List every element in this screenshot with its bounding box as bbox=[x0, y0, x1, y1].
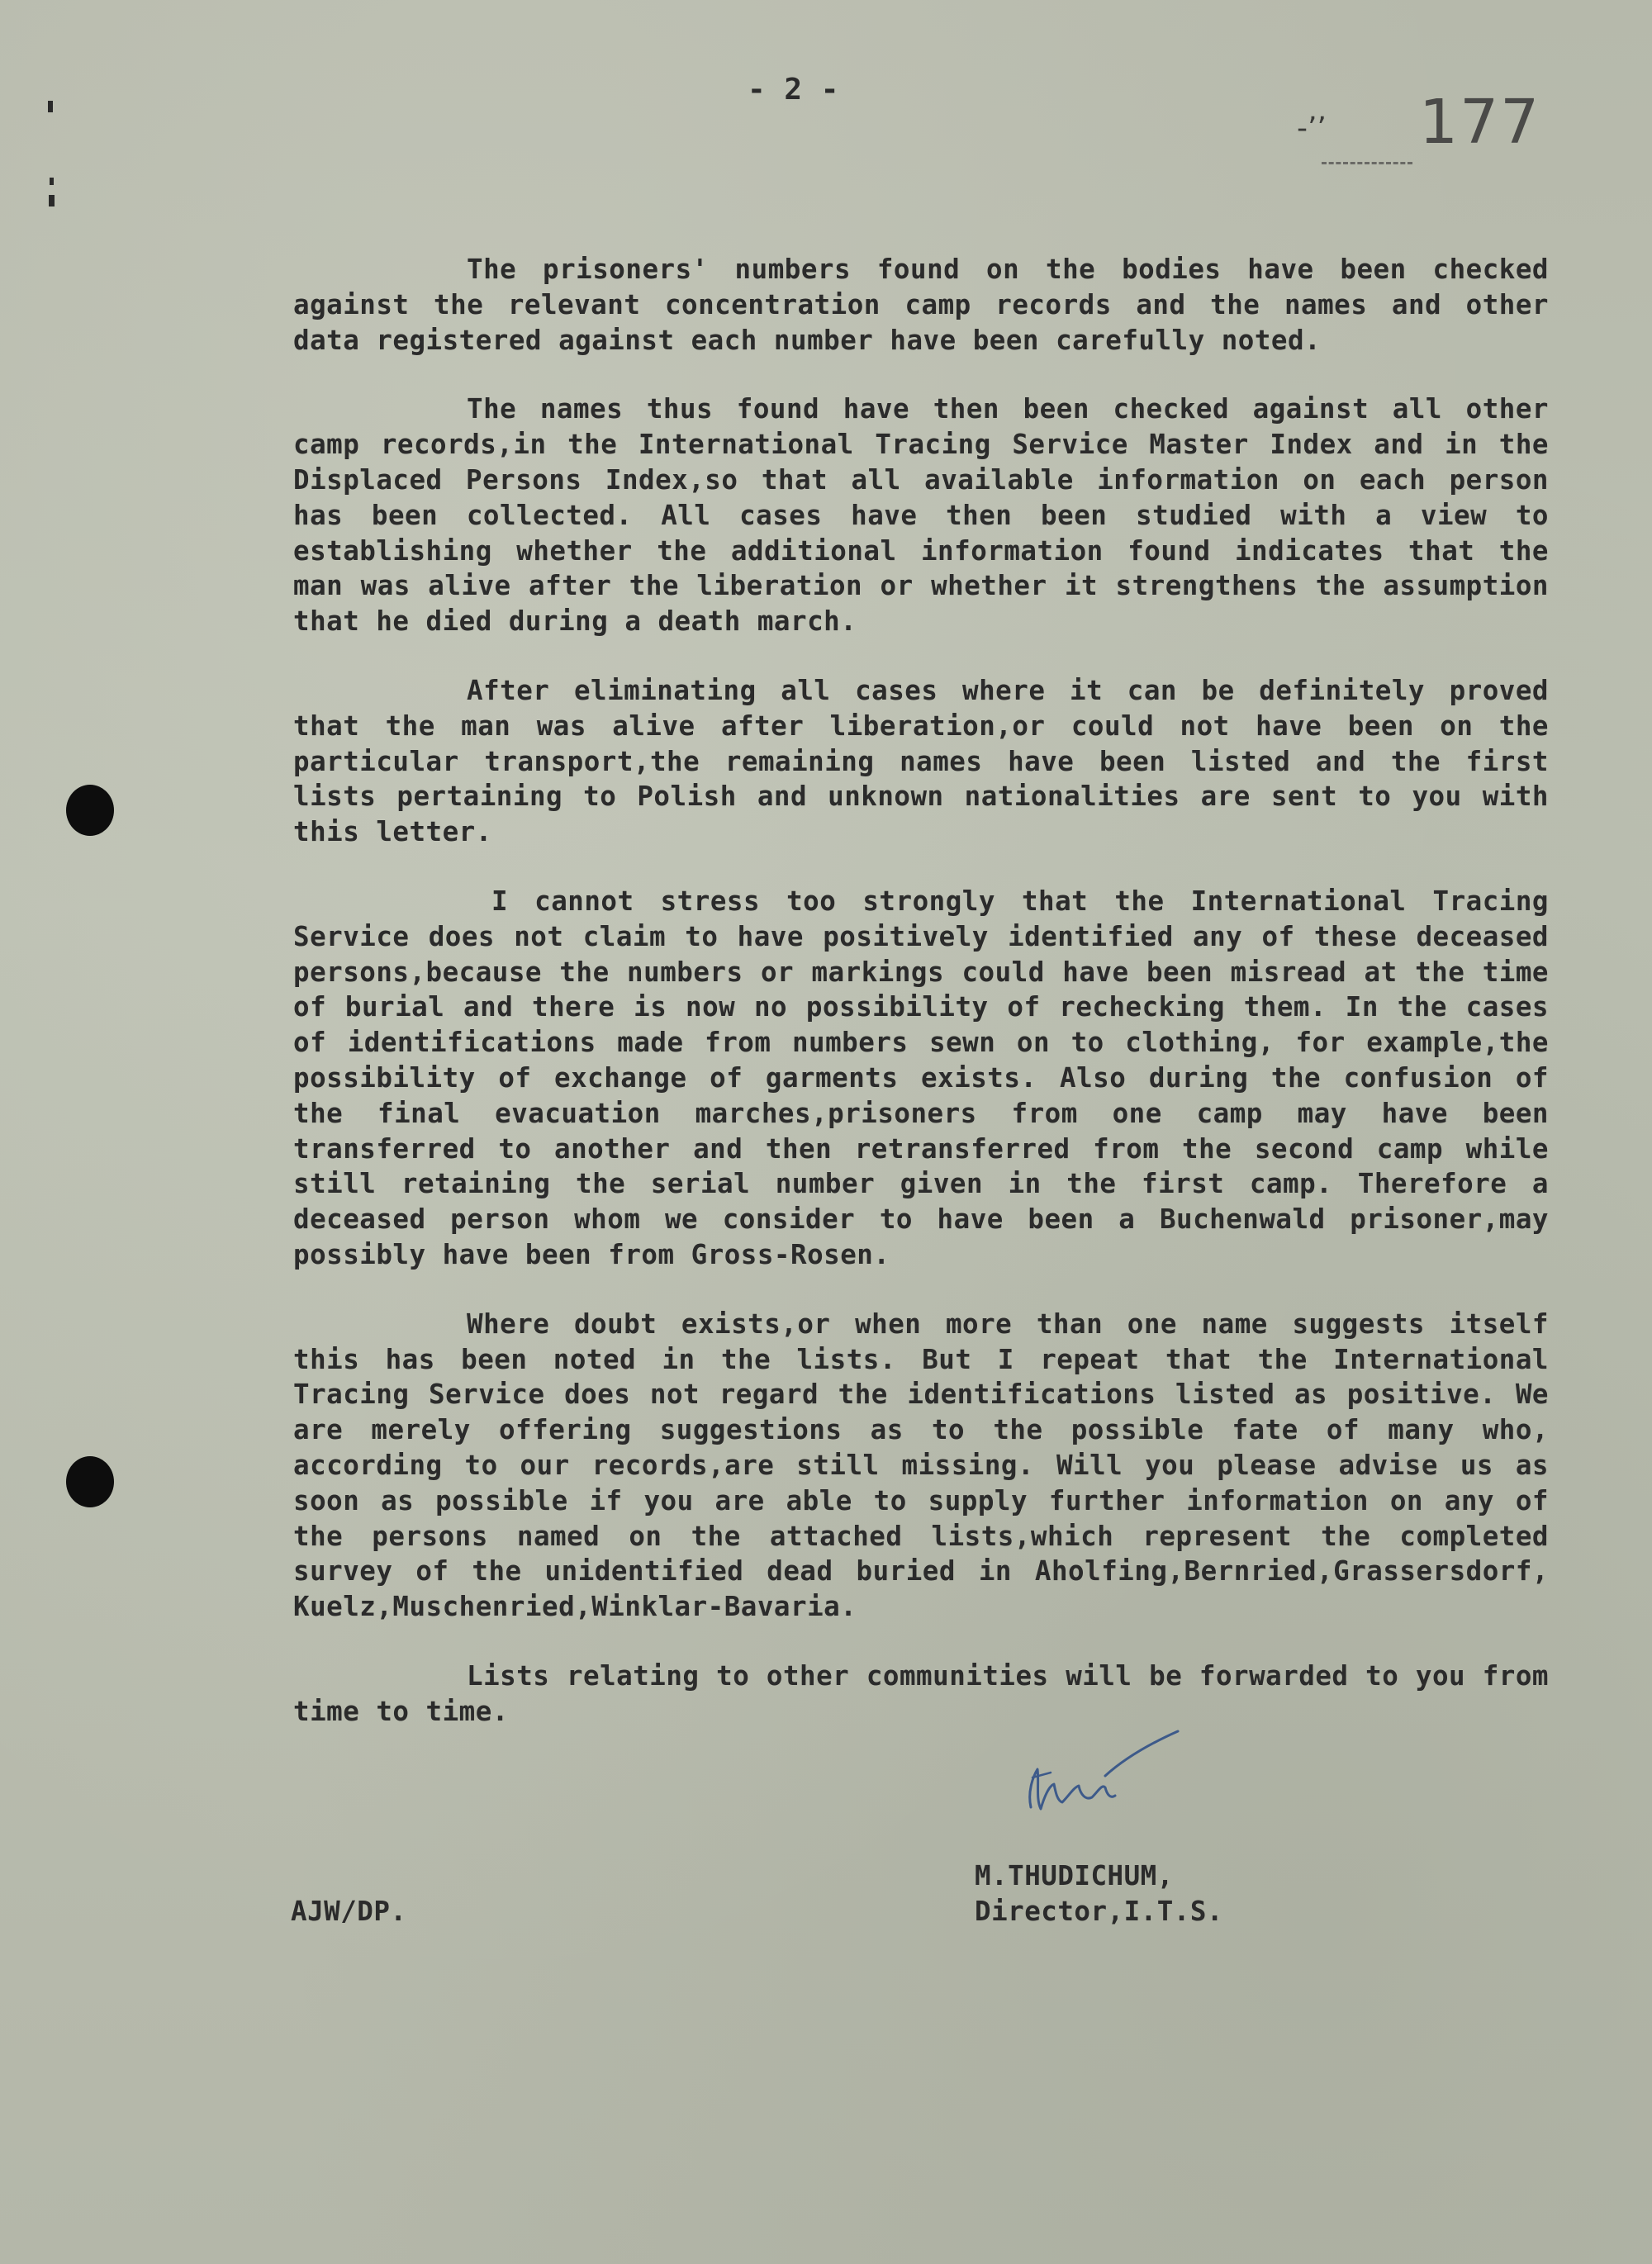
archive-number: 177 bbox=[1419, 87, 1541, 158]
letter-body bbox=[293, 252, 1549, 1763]
paragraph-5: Where doubt exists,or when more than one name suggests itself this has been noted in the lists. But I repeat that the International Tracing Service does not regard the identifications listed as positive. We are merely offering suggestions as to the possible fate of many who, according to our records,are still missing. Will you please advise us as soon as possible if you are able to supply further information on any of the persons named on the attached lists,which represent the completed survey of the unidentified dead buried in Aholfing,Bernried,Grassersdorf, Kuelz,Muschenried,Winklar-Bavaria. bbox=[293, 1308, 1549, 1623]
reference-initials: AJW/DP. bbox=[291, 1896, 407, 1927]
punch-hole-upper bbox=[66, 785, 114, 836]
margin-mark-middle bbox=[50, 178, 54, 185]
punch-hole-lower bbox=[66, 1456, 114, 1507]
margin-mark-lower bbox=[49, 195, 55, 206]
archive-dash-marks bbox=[1322, 157, 1412, 164]
signature-block bbox=[975, 1858, 1223, 1929]
paragraph-6: Lists relating to other communities will be forwarded to you from time to time. bbox=[293, 1659, 1549, 1727]
archive-stamp-prefix: -’’ bbox=[1297, 112, 1327, 145]
paragraph-2: The names thus found have then been checked against all other camp records,in the International Tracing Service Master Index and in the Displaced Persons Index,so that all available information on each person has been collected. All cases have then been studied with a view to establishing whether the additional information found indicates that the man was alive after the liberation or whether it strengthens the assumption that he died during a death march. bbox=[293, 393, 1549, 638]
handwritten-signature bbox=[1016, 1726, 1189, 1825]
paragraph-1: The prisoners' numbers found on the bodies have been checked against the relevant concentration camp records and the names and other data registered against each number have been carefully noted. bbox=[293, 254, 1549, 356]
paragraph-3: After eliminating all cases where it can be definitely proved that the man was alive after liberation,or could not have been on the particular transport,the remaining names have been listed and the first lists pertaining to Polish and unknown nationalities are sent to you with this letter. bbox=[293, 674, 1549, 848]
margin-mark-top bbox=[48, 101, 53, 112]
signer-title: Director,I.T.S. bbox=[975, 1896, 1223, 1927]
signer-name: M.THUDICHUM, bbox=[975, 1860, 1174, 1891]
page-number: - 2 - bbox=[748, 73, 839, 107]
paragraph-4: I cannot stress too strongly that the International Tracing Service does not claim to have positively identified any of these deceased persons,because the numbers or markings could have been misread at the time of burial and there is now no possibility of rechecking them. In the cases of identifications made from numbers sewn on to clothing, for example,the possibility of exchange of garments exists. Also during the confusion of the final evacuation marches,prisoners from one camp may have been transferred to another and then retransferred from the second camp while still retaining the serial number given in the first camp. Therefore a deceased person whom we consider to have been a Buchenwald prisoner,may possibly have been from Gross-Rosen. bbox=[293, 885, 1549, 1270]
